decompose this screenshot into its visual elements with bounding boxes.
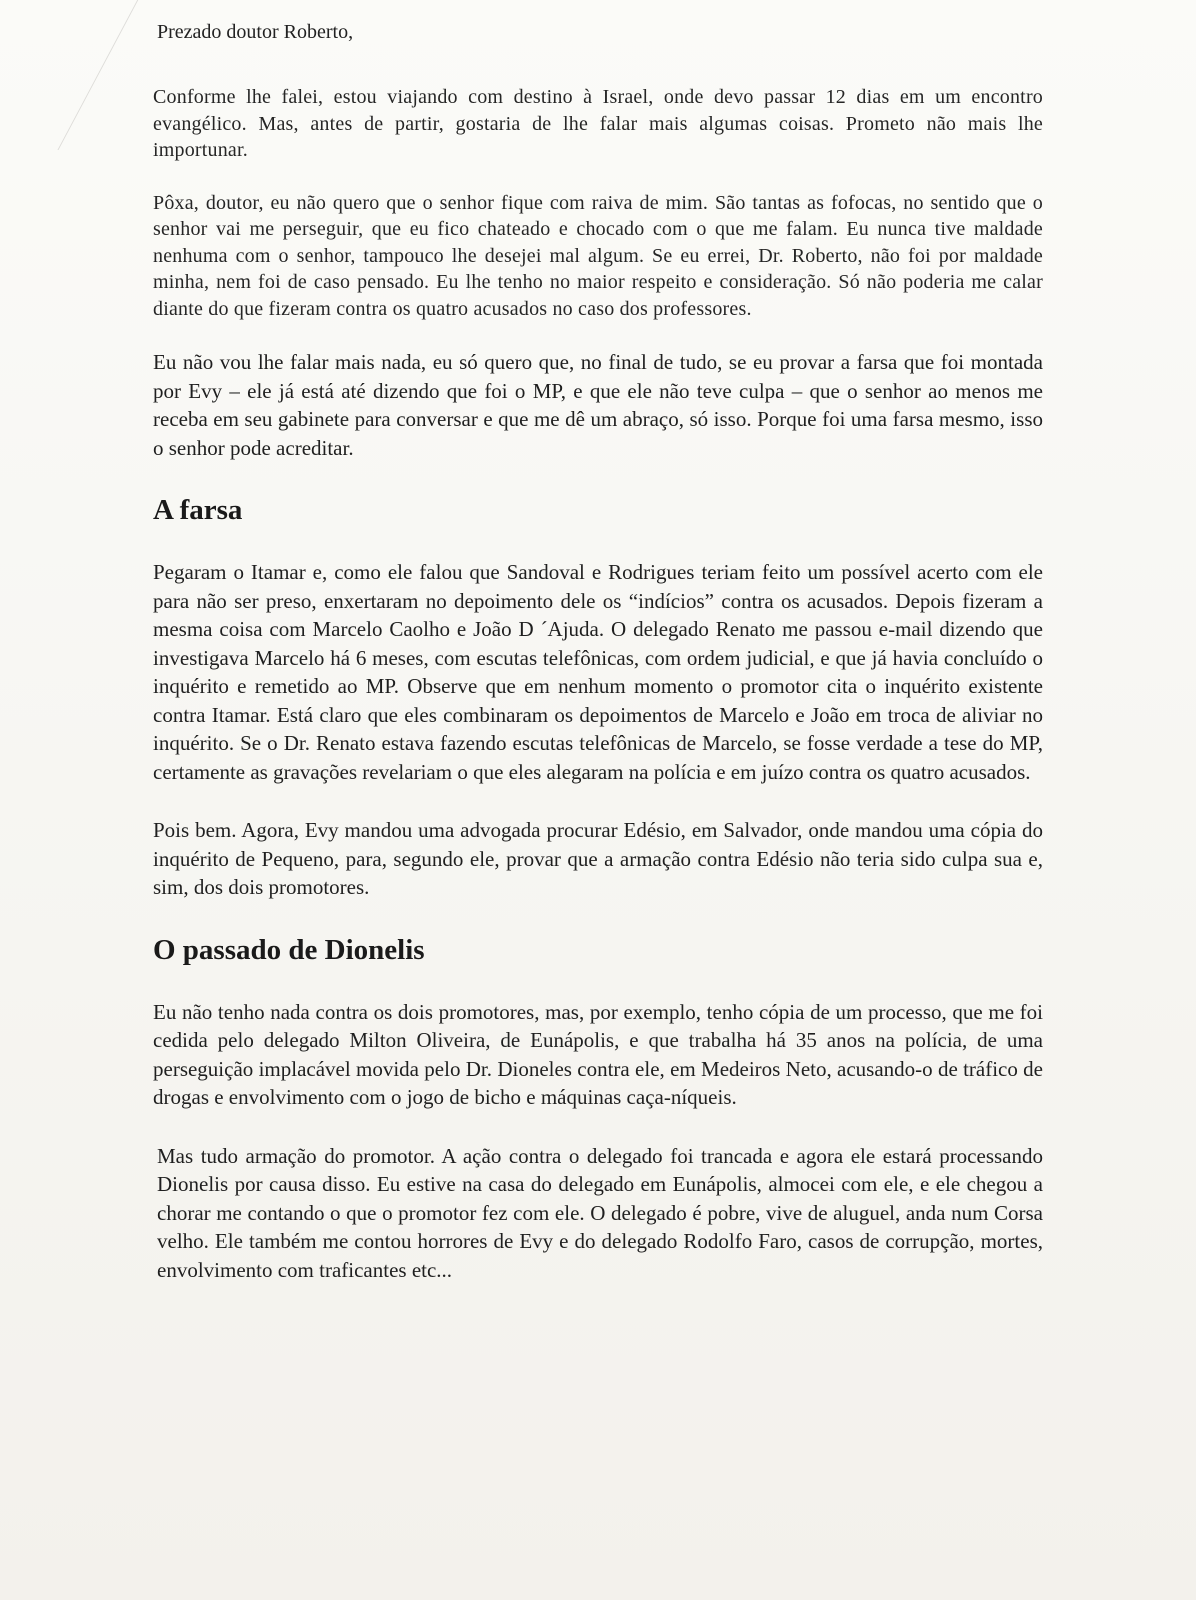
paragraph-intro-1: Conforme lhe falei, estou viajando com destino à Israel, onde devo passar 12 dias em um encontro evangélico. Mas, antes de partir, gostaria de lhe falar mais algumas coisas. Prometo não mais lhe importunar. bbox=[153, 86, 1043, 161]
section-heading-farsa: A farsa bbox=[153, 494, 243, 526]
paragraph-farsa-1: Pegaram o Itamar e, como ele falou que Sandoval e Rodrigues teriam feito um possível acerto com ele para não ser preso, enxertaram no depoimento dele os “indícios” contra os acusados. Depois fizeram a mesma coisa com Marcelo Caolho e João D ´Ajuda. O delegado Renato me passou e-mail dizendo que investigava Marcelo há 6 meses, com escutas telefônicas, com ordem judicial, e que já havia concluído o inquérito e remetido ao MP. Observe que em nenhum momento o promotor cita o inquérito existente contra Itamar. Está claro que eles combinaram os depoimentos de Marcelo e João em troca de aliviar no inquérito. Se o Dr. Renato estava fazendo escutas telefônicas de Marcelo, se fosse verdade a tese do MP, certamente as gravações revelariam o que eles alegaram na polícia e em juízo contra os quatro acusados. bbox=[153, 560, 1043, 784]
page-fold-edge bbox=[0, 0, 144, 150]
paragraph-intro-2: Pôxa, doutor, eu não quero que o senhor fique com raiva de mim. São tantas as fofocas, no sentido que o senhor vai me perseguir, que eu fico chateado e chocado com o que me falam. Eu nunca tive maldade nenhuma com o senhor, tampouco lhe desejei mal algum. Se eu errei, Dr. Roberto, não foi por maldade minha, nem foi de caso pensado. Eu lhe tenho no maior respeito e consideração. Só não poderia me calar diante do que fizeram contra os quatro acusados no caso dos professores. bbox=[153, 191, 1043, 320]
paragraph-dionelis-2: Mas tudo armação do promotor. A ação contra o delegado foi trancada e agora ele estará processando Dionelis por causa disso. Eu estive na casa do delegado em Eunápolis, almocei com ele, e ele chegou a chorar me contando o que o promotor fez com ele. O delegado é pobre, vive de aluguel, anda num Corsa velho. Ele também me contou horrores de Evy e do delegado Rodolfo Faro, casos de corrupção, mortes, envolvimento com traficantes etc... bbox=[157, 1143, 1043, 1282]
paragraph-intro-3: Eu não vou lhe falar mais nada, eu só quero que, no final de tudo, se eu provar a farsa que foi montada por Evy – ele já está até dizendo que foi o MP, e que ele não teve culpa – que o senhor ao menos me receba em seu gabinete para conversar e que me dê um abraço, só isso. Porque foi uma farsa mesmo, isso o senhor pode acreditar. bbox=[153, 350, 1043, 460]
paragraph-dionelis-1: Eu não tenho nada contra os dois promotores, mas, por exemplo, tenho cópia de um processo, que me foi cedida pelo delegado Milton Oliveira, de Eunápolis, e que trabalha há 35 anos na polícia, de uma perseguição implacável movida pelo Dr. Dioneles contra ele, em Medeiros Neto, acusando-o de tráfico de drogas e envolvimento com o jogo de bicho e máquinas caça-níqueis. bbox=[153, 999, 1043, 1109]
greeting: Prezado doutor Roberto, bbox=[157, 21, 354, 43]
paragraph-farsa-2: Pois bem. Agora, Evy mandou uma advogada procurar Edésio, em Salvador, onde mandou uma cópia do inquérito de Pequeno, para, segundo ele, provar que a armação contra Edésio não teria sido culpa sua e, sim, dos dois promotores. bbox=[153, 818, 1043, 899]
letter-body bbox=[153, 18, 1043, 1314]
section-heading-dionelis: O passado de Dionelis bbox=[153, 933, 425, 966]
